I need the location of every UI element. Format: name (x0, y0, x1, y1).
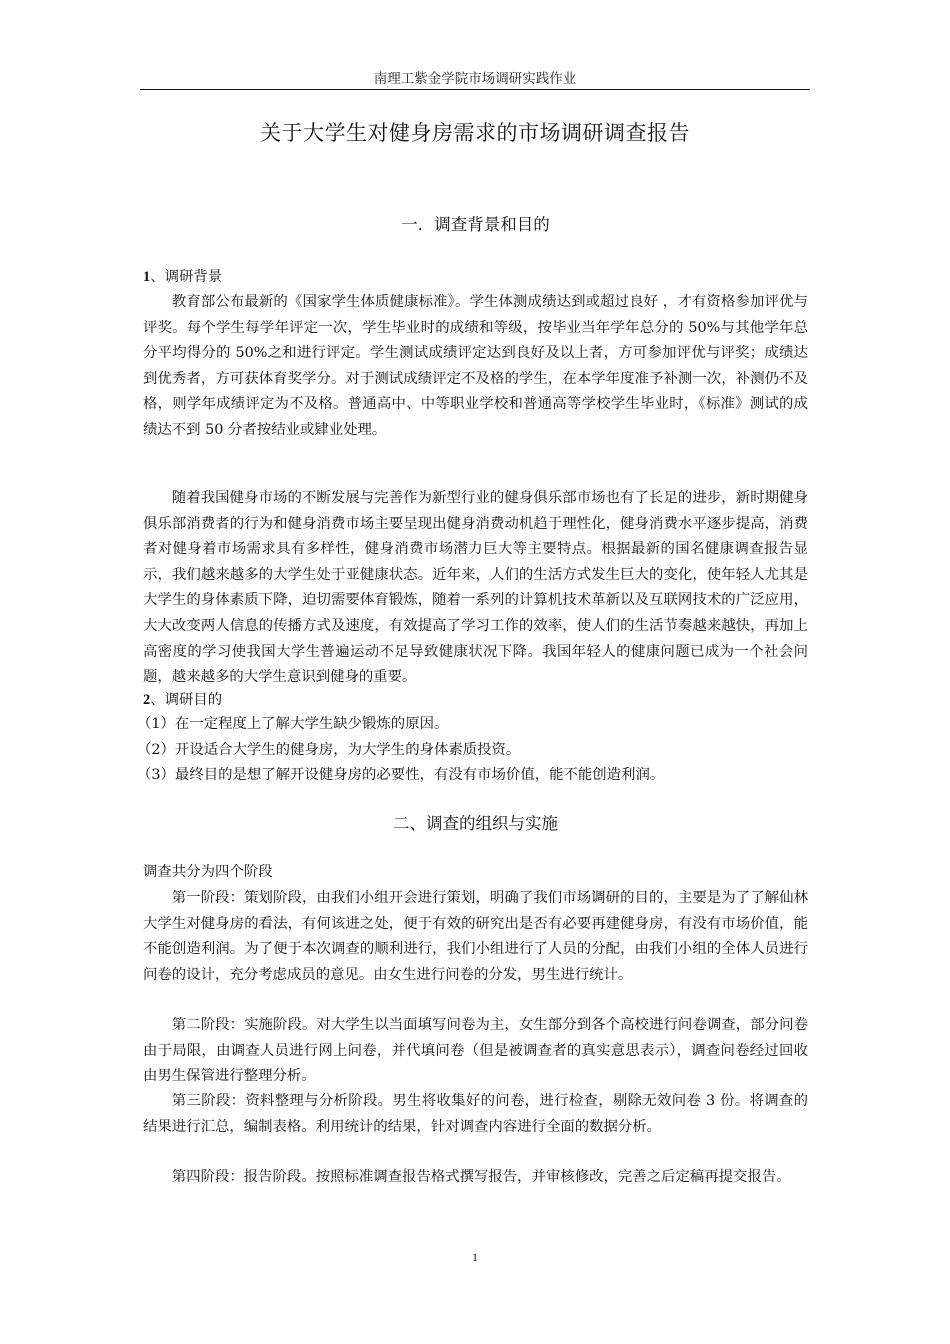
paragraph-stage-3: 第三阶段：资料整理与分析阶段。男生将收集好的问卷，进行检查，剔除无效问卷 3 份。将调查的结果进行汇总，编制表格。利用统计的结果，针对调查内容进行全面的数据分析。 (143, 1093, 808, 1135)
paragraph-stage-4: 第四阶段：报告阶段。按照标准调查报告格式撰写报告，并审核修改，完善之后定稿再提交报告。 (171, 1169, 791, 1185)
subheading-label: 、调研目的 (150, 692, 223, 708)
document-title: 关于大学生对健身房需求的市场调研调查报告 (260, 121, 690, 145)
subheading-number: 1 (143, 269, 151, 285)
subheading-number: 2 (143, 692, 151, 708)
stages-intro: 调查共分为四个阶段 (143, 864, 273, 880)
paragraph-fitness-market: 随着我国健身市场的不断发展与完善作为新型行业的健身俱乐部市场也有了长足的进步，新时期健身俱乐部消费者的行为和健身消费市场主要呈现出健身消费动机趋于理性化，健身消费水平逐步提高，消费者对健身着市场需求具有多样性，健身消费市场潜力巨大等主要特点。根据最新的国名健康调查报告显示，我们越来越多的大学生处于亚健康状态。近年来，人们的生活方式发生巨大的变化，使年轻人尤其是大学生的身体素质下降，迫切需要体育锻炼，随着一系列的计算机技术革新以及互联网技术的广泛应用，大大改变两人信息的传播方式及速度，有效提高了学习工作的效率，使人们的生活节奏越来越快，再加上高密度的学习使我国大学生普遍运动不足导致健康状况下降。我国年轻人的健康问题已成为一个社会问题，越来越多的大学生意识到健身的重要。 (143, 490, 808, 686)
running-header: 南理工紫金学院市场调研实践作业 (373, 71, 577, 87)
subheading-research-background (143, 265, 222, 291)
goal-item: （3）最终目的是想了解开设健身房的必要性，有没有市场价值，能不能创造利润。 (137, 767, 665, 783)
goal-item: （1）在一定程度上了解大学生缺少锻炼的原因。 (137, 716, 449, 732)
paragraph-health-standard: 教育部公布最新的《国家学生体质健康标准》。学生体测成绩达到或超过良好 ，才有资格参加评优与评奖。每个学生每学年评定一次，学生毕业时的成绩和等级，按毕业当年学年总分的 50%与其他学年总分平均得分的 50%之和进行评定。学生测试成绩评定达到良好及以上者，方可参加评优与评奖；成绩达到优秀者，方可获体育奖学分。对于测试成绩评定不及格的学生，在本学年度准予补测一次，补测仍不及格，则学年成绩评定为不及格。普通高中、中等职业学校和普通高等学校学生毕业时，《标准》测试的成绩达不到 50 分者按结业或肄业处理。 (143, 294, 808, 438)
section-heading-organization: 二、调查的组织与实施 (393, 814, 558, 833)
paragraph-stage-1: 第一阶段：策划阶段，由我们小组开会进行策划，明确了我们市场调研的目的，主要是为了了解仙林大学生对健身房的看法，有何该进之处，便于有效的研究出是否有必要再建健身房，有没有市场价值，能不能创造利润。为了便于本次调查的顺利进行，我们小组进行了人员的分配，由我们小组的全体人员进行问卷的设计，充分考虑成员的意见。由女生进行问卷的分发，男生进行统计。 (143, 890, 808, 983)
page-number: 1 (472, 1250, 478, 1264)
header-rule (140, 89, 810, 90)
paragraph-stage-2: 第二阶段：实施阶段。对大学生以当面填写问卷为主，女生部分到各个高校进行问卷调查，部分问卷由于局限，由调查人员进行网上问卷，并代填问卷（但是被调查者的真实意思表示），调查问卷经过回收由男生保管进行整理分析。 (143, 1017, 808, 1085)
subheading-label: 、调研背景 (150, 269, 223, 285)
section-heading-background: 一．调查背景和目的 (401, 215, 550, 234)
goal-item: （2）开设适合大学生的健身房，为大学生的身体素质投资。 (137, 742, 521, 758)
subheading-research-purpose (143, 688, 222, 714)
